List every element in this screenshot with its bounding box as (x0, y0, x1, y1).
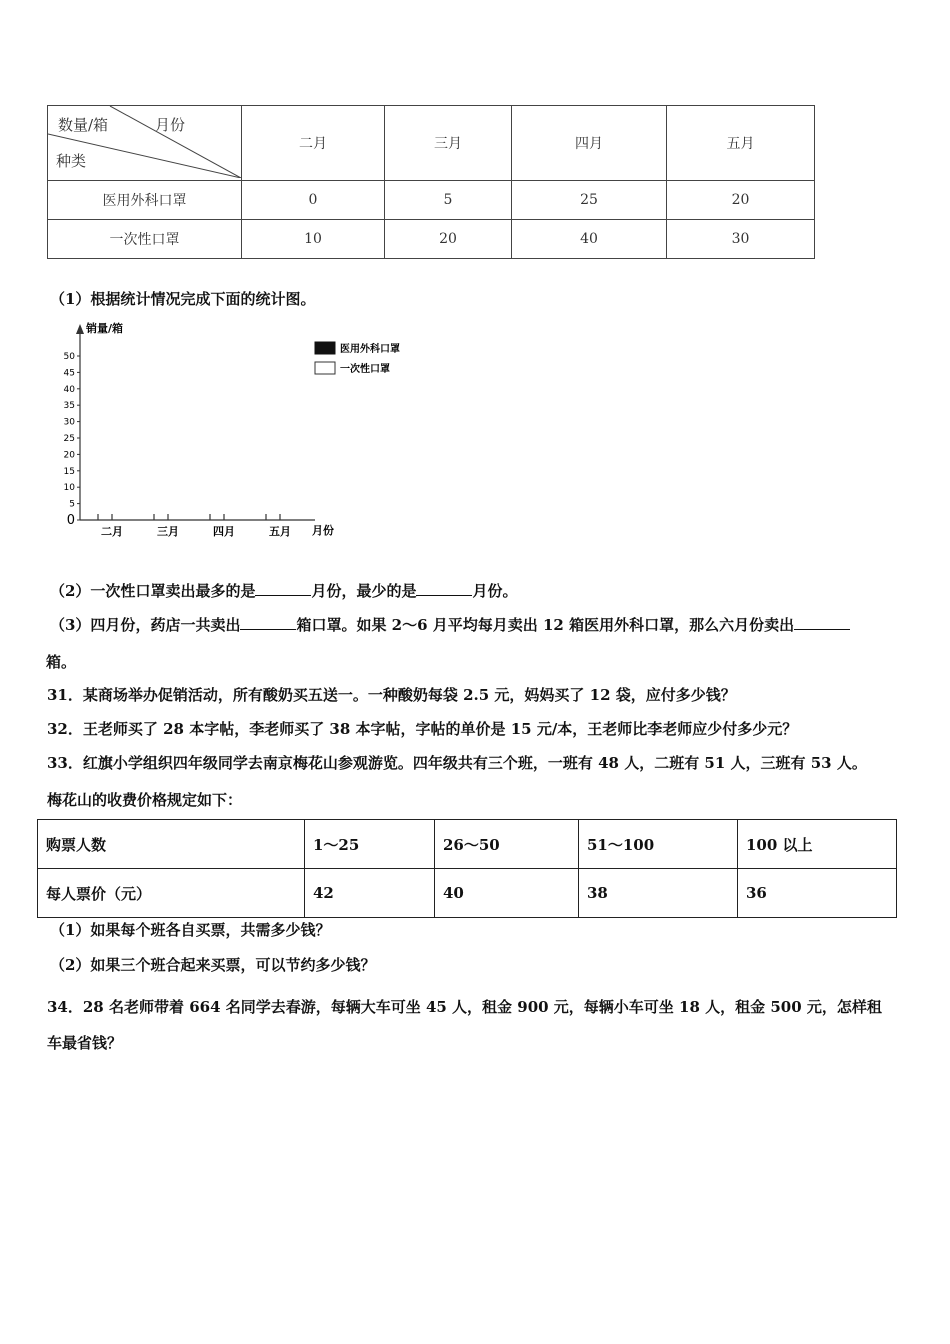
table-cell: 40 (435, 869, 579, 918)
corner-quantity-label: 数量/箱 (58, 116, 109, 134)
table-cell: 0 (242, 181, 385, 220)
legend-label: 医用外科口罩 (340, 344, 400, 355)
question-2 (50, 580, 517, 601)
table-cell: 40 (512, 220, 667, 259)
answer-blank[interactable] (416, 580, 472, 596)
question-3-part-b: 箱口罩。如果 2～6 月平均每月卖出 12 箱医用外科口罩，那么六月份卖出 (296, 616, 795, 634)
table-cell: 100 以上 (738, 820, 897, 869)
problem-31: 31．某商场举办促销活动，所有酸奶买五送一。一种酸奶每袋 2.5 元，妈妈买了 12 袋，应付多少钱？ (47, 686, 736, 704)
table-cell: 每人票价（元） (38, 869, 305, 918)
problem-33-question-1: （1）如果每个班各自买票，共需多少钱？ (50, 921, 331, 939)
legend-label: 一次性口罩 (340, 364, 390, 375)
table-cell: 38 (579, 869, 738, 918)
y-tick-label: 30 (63, 417, 75, 428)
table-row (48, 181, 815, 220)
answer-blank[interactable] (794, 614, 850, 630)
table-cell: 42 (305, 869, 435, 918)
question-2-part-b: 月份，最少的是 (311, 582, 417, 600)
question-1: （1）根据统计情况完成下面的统计图。 (50, 290, 316, 308)
y-tick-label: 40 (63, 384, 75, 395)
answer-blank[interactable] (255, 580, 311, 596)
problem-34-text: 34．28 名老师带着 664 名同学去春游，每辆大车可坐 45 人，租金 900 元，每辆小车可坐 18 人，租金 500 元，怎样租 (47, 998, 882, 1016)
table-cell: 26～50 (435, 820, 579, 869)
ticket-price-table (37, 819, 897, 918)
x-axis-label: 月份 (312, 524, 334, 537)
table-cell: 30 (667, 220, 815, 259)
problem-34-text-2: 车最省钱？ (47, 1034, 123, 1052)
problem-33-text: 33．红旗小学组织四年级同学去南京梅花山参观游览。四年级共有三个班，一班有 48 人，二班有 51 人，三班有 53 人。 (47, 754, 867, 772)
row-name: 一次性口罩 (48, 220, 242, 259)
y-tick-label: 5 (69, 499, 75, 510)
problem-33-text-2: 梅花山的收费价格规定如下： (47, 791, 243, 809)
corner-month-label: 月份 (155, 116, 186, 134)
x-tick-label: 二月 (101, 525, 123, 538)
problem-32: 32．王老师买了 28 本字帖，李老师买了 38 本字帖，字帖的单价是 15 元/本，王老师比李老师应少付多少元？ (47, 720, 798, 738)
y-tick-label: 25 (63, 434, 75, 444)
y-axis-arrow-icon (76, 324, 84, 334)
table-cell: 购票人数 (38, 820, 305, 869)
table-cell: 25 (512, 181, 667, 220)
question-3-end: 箱。 (46, 653, 77, 671)
answer-blank[interactable] (240, 614, 296, 630)
table-cell: 51～100 (579, 820, 738, 869)
legend (315, 342, 400, 375)
table-cell: 1～25 (305, 820, 435, 869)
month-header: 二月 (242, 106, 385, 181)
y-tick-label: 15 (63, 466, 75, 477)
corner-type-label: 种类 (56, 152, 87, 170)
table-cell: 5 (385, 181, 512, 220)
table-cell: 36 (738, 869, 897, 918)
row-name: 医用外科口罩 (48, 181, 242, 220)
y-axis-label: 销量/箱 (86, 322, 124, 335)
legend-swatch-disposable (315, 362, 335, 374)
problem-33-question-2: （2）如果三个班合起来买票，可以节约多少钱？ (50, 956, 376, 974)
table-cell: 10 (242, 220, 385, 259)
y-tick-label: 35 (63, 401, 75, 412)
y-tick-label: 20 (63, 450, 75, 461)
x-tick-label: 四月 (213, 525, 235, 538)
table-row (38, 820, 897, 869)
table-cell: 20 (385, 220, 512, 259)
month-header: 三月 (385, 106, 512, 181)
x-tick-label: 五月 (269, 525, 291, 538)
table-cell: 20 (667, 181, 815, 220)
y-tick-label: 0 (66, 513, 75, 528)
table-row (38, 869, 897, 918)
question-2-part-a: （2）一次性口罩卖出最多的是 (50, 582, 256, 600)
question-3 (50, 614, 850, 635)
y-tick-label: 10 (63, 483, 75, 494)
x-tick-label: 三月 (157, 525, 179, 538)
table-header-row (48, 106, 815, 181)
month-header: 四月 (512, 106, 667, 181)
bar-chart (60, 318, 460, 548)
y-tick-label: 50 (63, 352, 75, 362)
y-tick-label: 45 (63, 368, 75, 379)
question-2-part-c: 月份。 (472, 582, 518, 600)
question-3-part-a: （3）四月份，药店一共卖出 (50, 616, 241, 634)
table-row (48, 220, 815, 259)
sales-table (47, 105, 815, 259)
diagonal-header-cell (48, 106, 242, 181)
legend-swatch-surgical (315, 342, 335, 354)
month-header: 五月 (667, 106, 815, 181)
